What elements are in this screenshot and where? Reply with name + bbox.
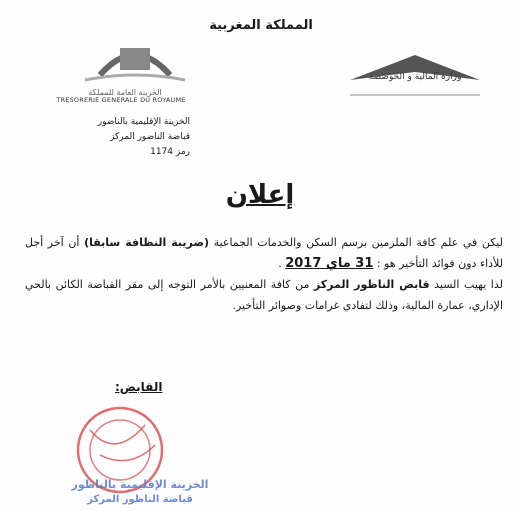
treasury-name-ar: الخزينة العامة للمملكة xyxy=(88,88,162,97)
office-line-1: الخزينة الإقليمية بالناضور xyxy=(97,117,190,127)
office-code: رمز 1174 xyxy=(150,147,190,157)
p2-bold: قابض الناظور المركز xyxy=(313,278,430,291)
ministry-name: وزارة المالية و الخوصصة xyxy=(368,72,462,82)
paragraph-1 xyxy=(25,232,503,274)
deadline-date: 31 ماي 2017 xyxy=(285,256,374,271)
paragraph-2 xyxy=(25,274,503,316)
p2-text-b: من كافة المعنيين بالأمر التوجه إلى مقر القباضة الكائن بالحي الإداري، عمارة المالية، وذلك لتفادي غرامات وصوائر التأخير. xyxy=(25,278,503,312)
p1-bold: (ضريبة النظافة سابقا) xyxy=(84,236,210,249)
treasury-logo-icon xyxy=(80,40,190,88)
stamp-line-1: الخزينة الإقليمية بالناظور xyxy=(71,478,209,491)
kingdom-header: المملكة المغربية xyxy=(209,18,313,33)
p1-end: . xyxy=(278,257,286,270)
treasury-name-fr: TRESORERIE GENERALE DU ROYAUME xyxy=(56,96,186,104)
stamp-line-2: قباضة الناظور المركز xyxy=(87,494,193,505)
p2-text-a: لذا يهيب السيد xyxy=(429,278,503,291)
announcement-body xyxy=(25,232,503,316)
office-line-2: قباضة الناضور المركز xyxy=(110,132,190,142)
office-info xyxy=(40,115,190,160)
signer-label: القابض: xyxy=(115,380,163,394)
page-title: إعلان xyxy=(225,180,295,210)
p1-text-a: ليكن في علم كافة الملزمين برسم السكن والخدمات الجماعية xyxy=(209,236,503,249)
p1-text-b: أن آخر أجل للأداء دون فوائد التأخير هو : xyxy=(25,236,503,270)
